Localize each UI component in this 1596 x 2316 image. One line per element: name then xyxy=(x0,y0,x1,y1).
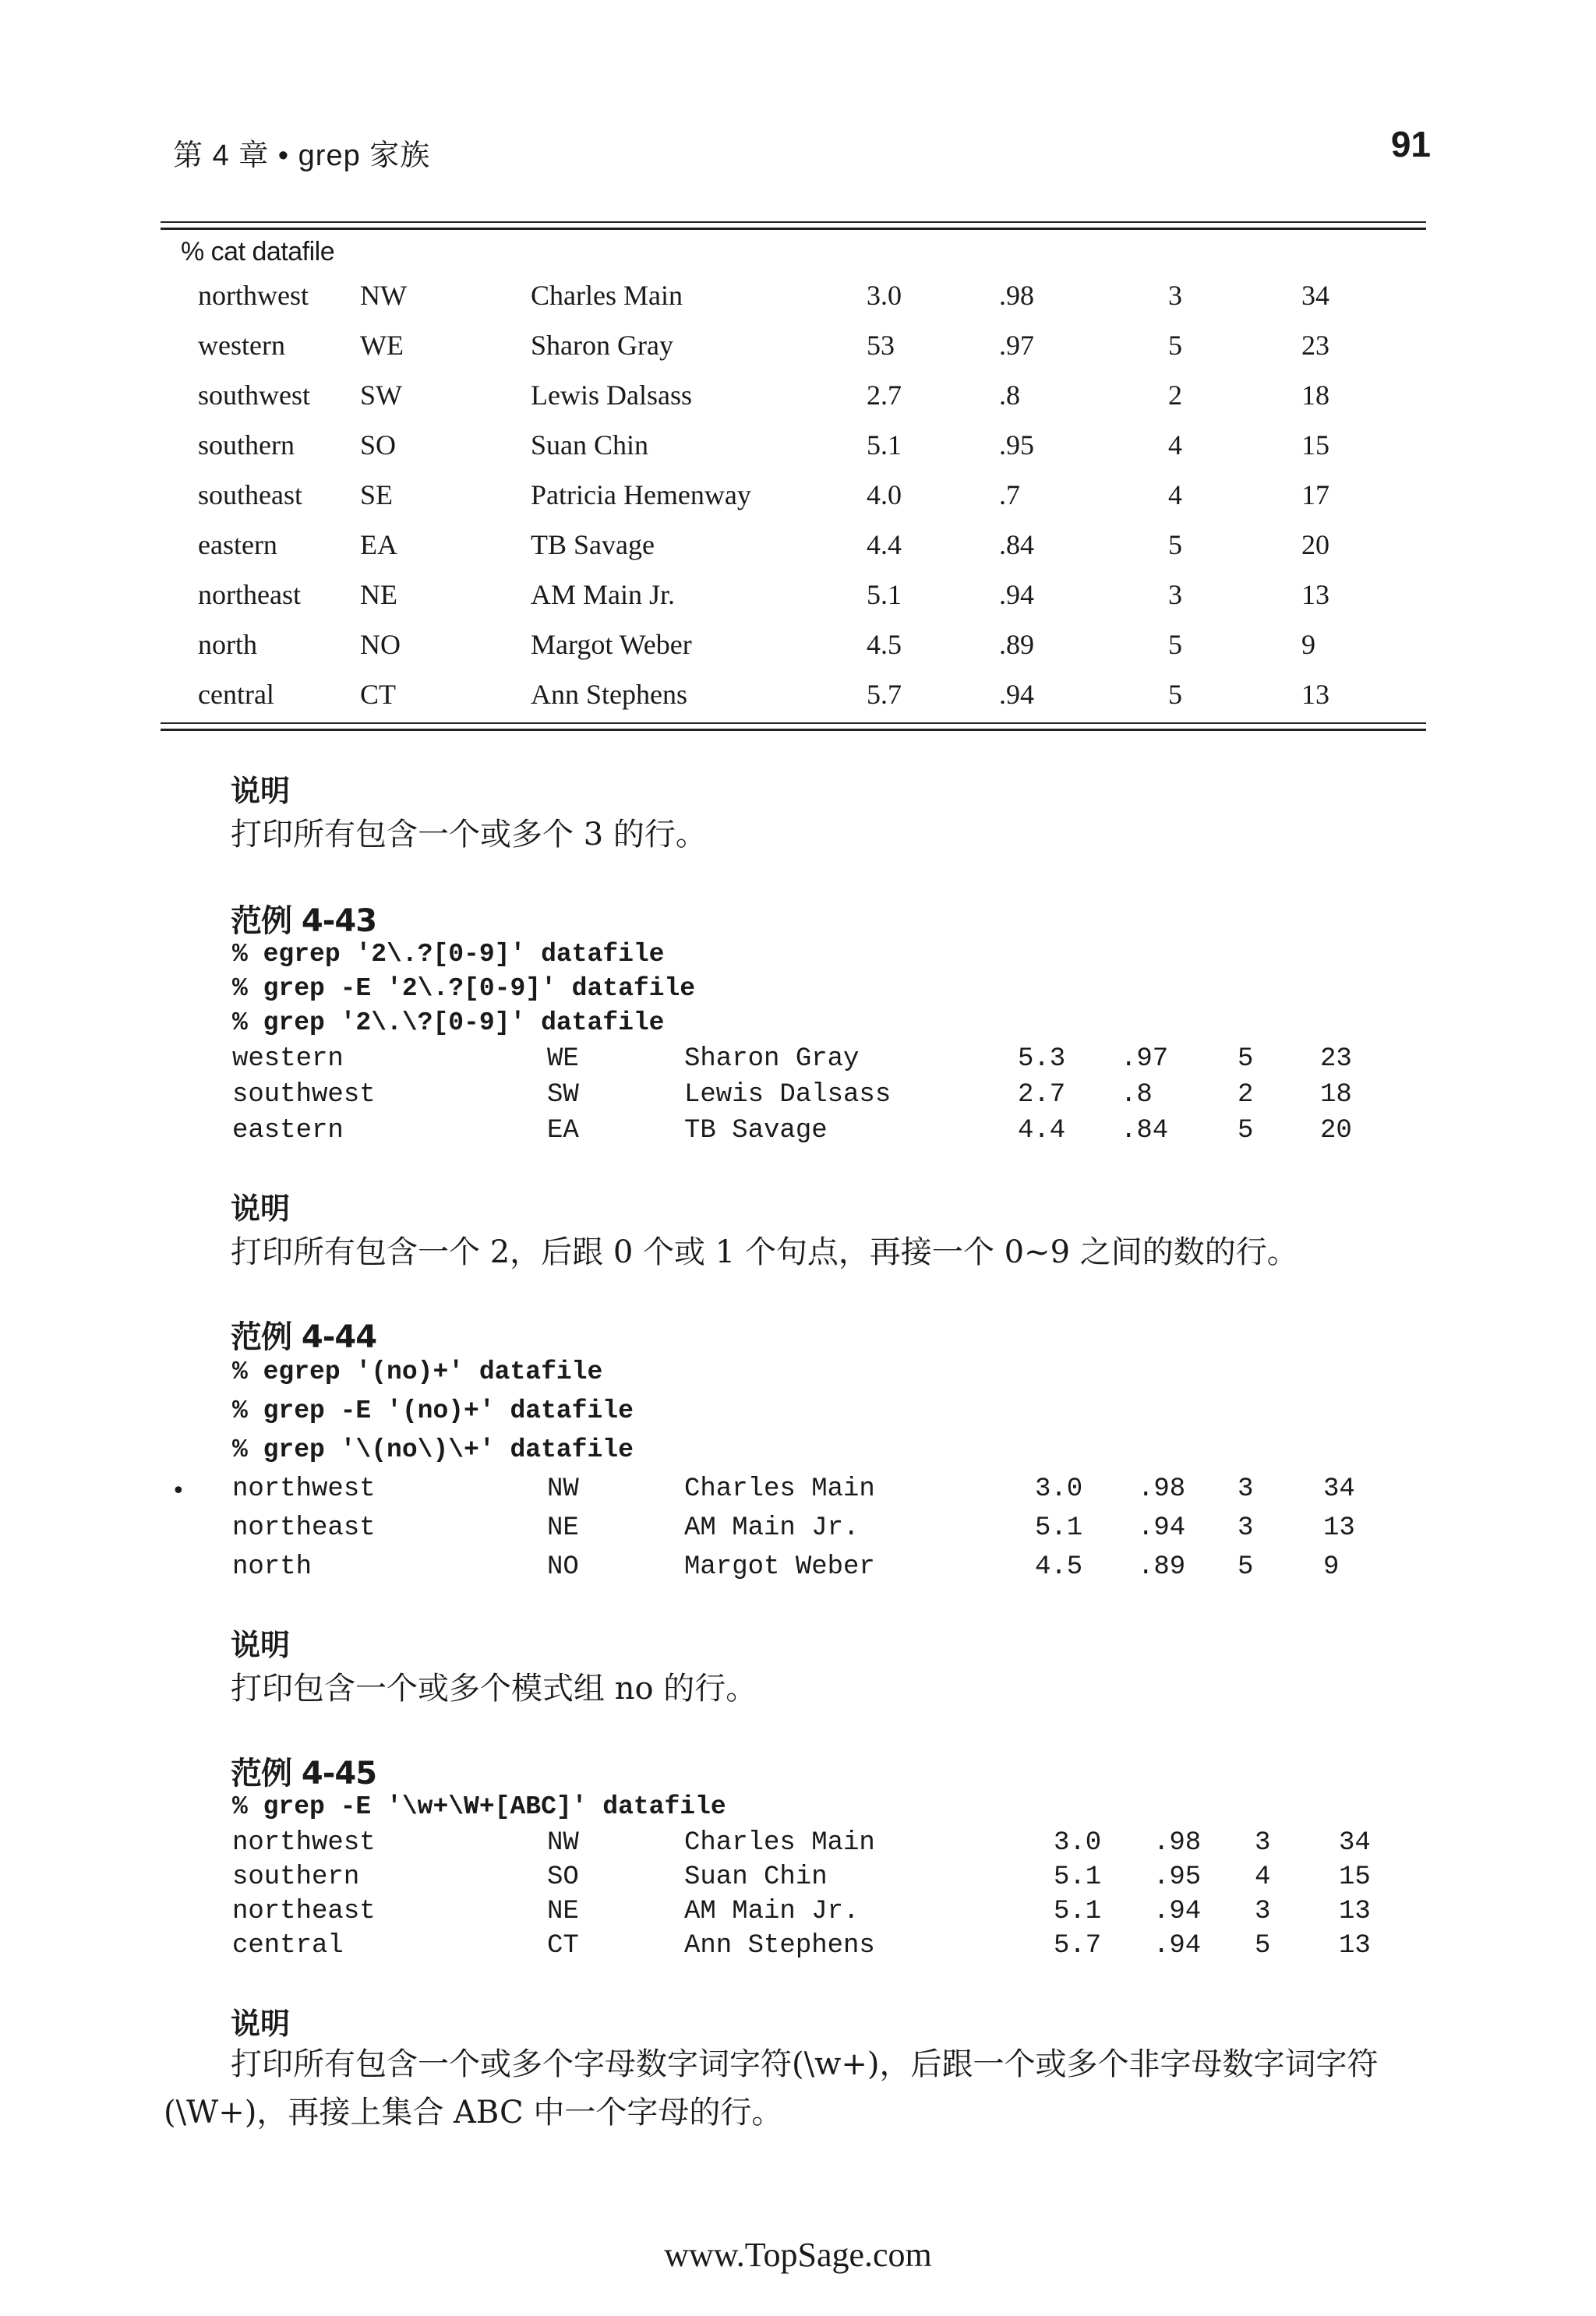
note-label: 说明 xyxy=(231,1192,291,1226)
output-row: southern SO Suan Chin 5.1 .95 4 15 xyxy=(232,1862,1371,1892)
table-row: western WE Sharon Gray 53 .97 5 23 xyxy=(198,330,1329,361)
output-row: eastern EA TB Savage 4.4 .84 5 20 xyxy=(232,1116,1352,1146)
table-row: southwest SW Lewis Dalsass 2.7 .8 2 18 xyxy=(198,380,1329,411)
output-row: north NO Margot Weber 4.5 .89 5 9 xyxy=(232,1552,1340,1582)
output-row: northeast NE AM Main Jr. 5.1 .94 3 13 xyxy=(232,1513,1355,1543)
example-title: 范例 4-44 xyxy=(231,1319,377,1355)
output-row: northwest NW Charles Main 3.0 .98 3 34 xyxy=(232,1828,1371,1858)
command-line: % grep -E '\w+\W+[ABC]' datafile xyxy=(232,1792,726,1821)
note-text: 打印所有包含一个 2，后跟 0 个或 1 个句点，再接一个 0~9 之间的数的行。 xyxy=(231,1234,1298,1270)
table-row: northeast NE AM Main Jr. 5.1 .94 3 13 xyxy=(198,579,1329,610)
table-row: north NO Margot Weber 4.5 .89 5 9 xyxy=(198,629,1315,660)
command-line: % egrep '(no)+' datafile xyxy=(232,1357,603,1386)
table-row: central CT Ann Stephens 5.7 .94 5 13 xyxy=(198,679,1329,710)
note-label: 说明 xyxy=(231,1628,291,1662)
output-row: northeast NE AM Main Jr. 5.1 .94 3 13 xyxy=(232,1897,1371,1926)
note-text: 打印所有包含一个或多个 3 的行。 xyxy=(231,817,707,853)
cat-command: % cat datafile xyxy=(181,237,335,267)
command-line: % grep '\(no\)\+' datafile xyxy=(232,1435,634,1464)
table-row: eastern EA TB Savage 4.4 .84 5 20 xyxy=(198,529,1329,560)
command-line: % grep '2\.\?[0-9]' datafile xyxy=(232,1008,665,1037)
output-row: northwest NW Charles Main 3.0 .98 3 34 xyxy=(232,1474,1355,1504)
output-row: western WE Sharon Gray 5.3 .97 5 23 xyxy=(232,1044,1352,1074)
note-text: 打印所有包含一个或多个字母数字词字符(\w+)，后跟一个或多个非字母数字词字符(\W+)，再接上集合 ABC 中一个字母的行。 xyxy=(164,2046,1379,2131)
output-row: southwest SW Lewis Dalsass 2.7 .8 2 18 xyxy=(232,1080,1352,1110)
table-row: southeast SE Patricia Hemenway 4.0 .7 4 17 xyxy=(198,479,1329,510)
note-label: 说明 xyxy=(231,2007,291,2041)
example-title: 范例 4-45 xyxy=(231,1756,377,1792)
stray-bullet: • xyxy=(171,1478,185,1505)
chapter-header: 第 4 章 • grep 家族 xyxy=(173,139,431,172)
note-text: 打印包含一个或多个模式组 no 的行。 xyxy=(231,1671,757,1707)
page-number: 91 xyxy=(1390,124,1431,164)
note-label: 说明 xyxy=(231,774,291,808)
datafile-table xyxy=(198,279,1367,728)
example-title: 范例 4-43 xyxy=(231,903,377,939)
table-row: southern SO Suan Chin 5.1 .95 4 15 xyxy=(198,429,1329,461)
output-row: central CT Ann Stephens 5.7 .94 5 13 xyxy=(232,1931,1371,1961)
command-line: % egrep '2\.?[0-9]' datafile xyxy=(232,940,665,969)
footer-watermark: www.TopSage.com xyxy=(664,2236,932,2274)
command-line: % grep -E '(no)+' datafile xyxy=(232,1396,634,1425)
table-row: northwest NW Charles Main 3.0 .98 3 34 xyxy=(198,280,1329,311)
table-top-rule xyxy=(161,221,1426,230)
table-bottom-rule xyxy=(161,722,1426,731)
command-line: % grep -E '2\.?[0-9]' datafile xyxy=(232,974,696,1003)
